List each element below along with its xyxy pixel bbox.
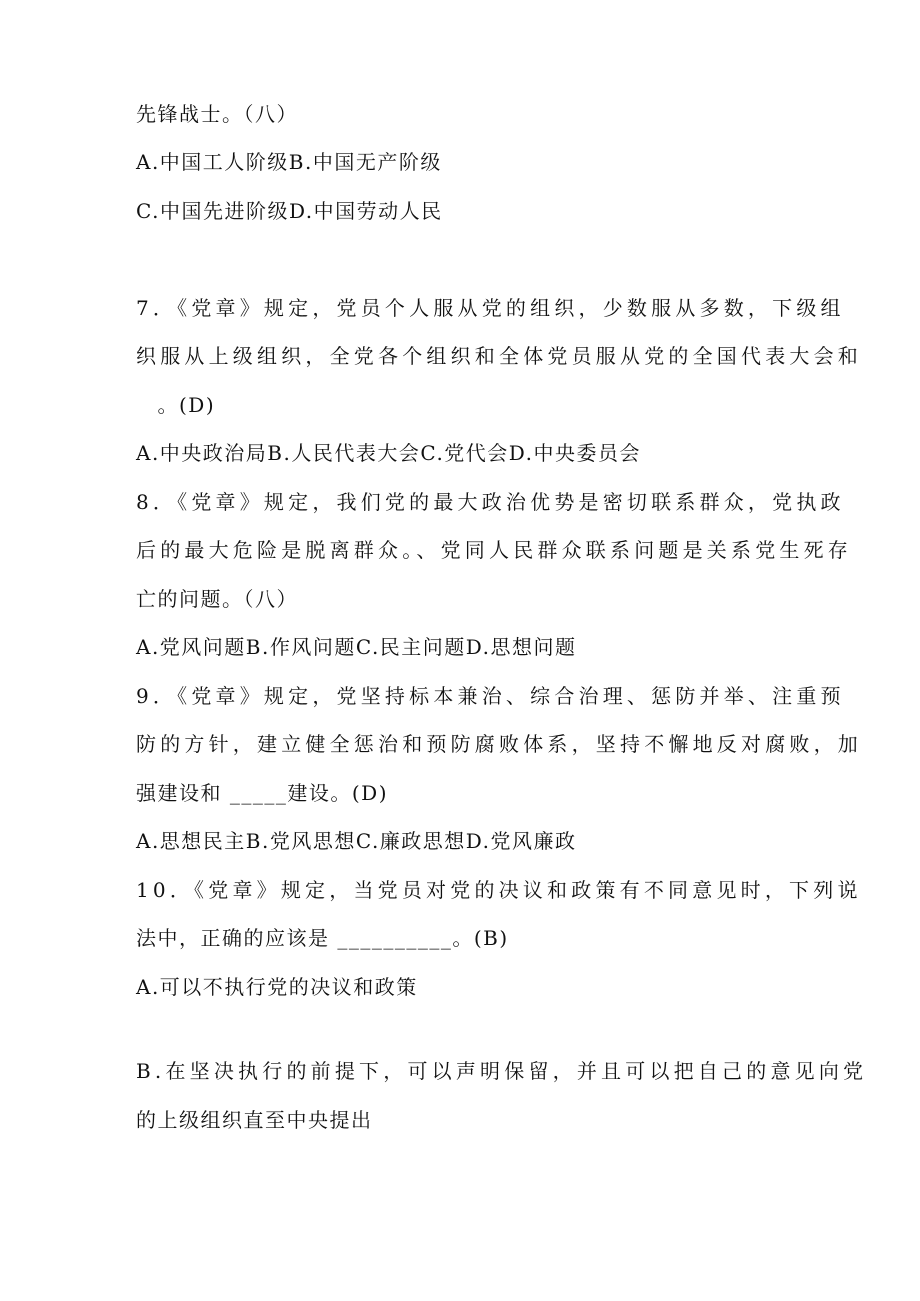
q6-options-cd: C.中国先进阶级D.中国劳动人民 [136,199,443,223]
q9-line-1: 9．《党章》规定，党坚持标本兼治、综合治理、惩防并举、注重预 [136,684,845,708]
q8-line-3: 亡的问题。（八） [136,587,298,611]
q8-line-2: 后的最大危险是脱离群众。、党同人民群众联系问题是关系党生死存 [136,538,852,562]
q10-line-2: 法中，正确的应该是 __________。(B) [136,926,509,950]
q7-line-2: 织服从上级组织，全党各个组织和全体党员服从党的全国代表大会和 [136,344,862,368]
q8-line-1: 8．《党章》规定，我们党的最大政治优势是密切联系群众，党执政 [136,490,845,514]
q9-options: A.思想民主B.党风思想C.廉政思想D.党风廉政 [136,829,577,853]
text-line-q6-end: 先锋战士。（八） [136,102,298,126]
q10-option-a: A.可以不执行党的决议和政策 [136,975,418,999]
q10-option-b-line-1: B.在坚决执行的前提下，可以声明保留，并且可以把自己的意见向党 [136,1059,868,1083]
q7-options: A.中央政治局B.人民代表大会C.党代会D.中央委员会 [136,441,641,465]
q6-options-ab: A.中国工人阶级B.中国无产阶级 [136,150,442,174]
q7-line-1: 7．《党章》规定，党员个人服从党的组织，少数服从多数，下级组 [136,296,845,320]
q7-line-3: 。(D) [136,393,216,417]
q9-line-3: 强建设和 _____建设。(D) [136,781,388,805]
q8-options: A.党风问题B.作风问题C.民主问题D.思想问题 [136,635,577,659]
q9-line-2: 防的方针，建立健全惩治和预防腐败体系，坚持不懈地反对腐败，加 [136,732,862,756]
q10-line-1: 10．《党章》规定，当党员对党的决议和政策有不同意见时，下列说 [136,878,862,902]
q10-option-b-line-2: 的上级组织直至中央提出 [136,1108,373,1132]
